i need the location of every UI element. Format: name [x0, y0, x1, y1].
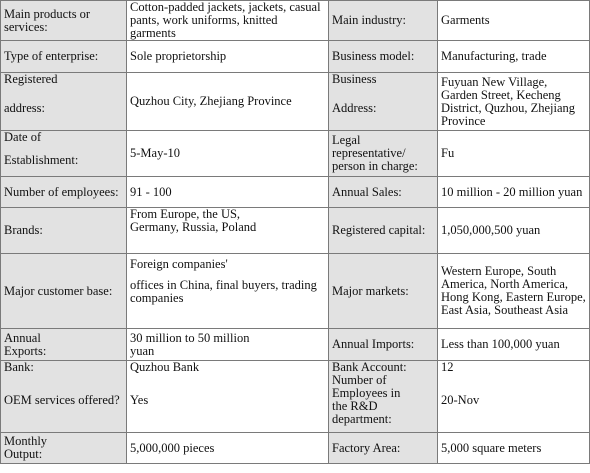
value-major-markets: Western Europe, South America, North America, Hong Kong, Eastern Europe, East Asia, Southeast Asia: [438, 254, 590, 329]
label-enterprise-type: Type of enterprise:: [1, 41, 127, 73]
label-employees: Number of employees:: [1, 177, 127, 208]
label-main-industry: Main industry:: [329, 1, 438, 41]
value-customer-base: [127, 254, 329, 329]
label-monthly-output: Monthly Output:: [1, 433, 127, 464]
value-bank-account: 12: [441, 360, 454, 374]
value-registered-address: Quzhou City, Zhejiang Province: [127, 73, 329, 131]
value-monthly-output: 5,000,000 pieces: [127, 433, 329, 464]
label-business-address-line1: Business: [332, 72, 377, 86]
label-annual-imports: Annual Imports:: [329, 329, 438, 361]
value-bank-oem: [127, 361, 329, 433]
value-factory-area: 5,000 square meters: [438, 433, 590, 464]
value-business-model: Manufacturing, trade: [438, 41, 590, 73]
value-annual-imports: Less than 100,000 yuan: [438, 329, 590, 361]
label-bank-oem: [1, 361, 127, 433]
label-rd-employees: Number of Employees in the R&D department:: [332, 373, 401, 426]
value-bank-account-rd: [438, 361, 590, 433]
label-bank: Bank:: [4, 360, 34, 374]
label-annual-exports: Annual Exports:: [1, 329, 127, 361]
table-row: [1, 41, 590, 73]
label-date-established: [1, 131, 127, 177]
label-business-model: Business model:: [329, 41, 438, 73]
table-row: [1, 131, 590, 177]
value-oem-services: Yes: [130, 393, 149, 407]
label-factory-area: Factory Area:: [329, 433, 438, 464]
table-row: [1, 433, 590, 464]
value-bank: Quzhou Bank: [130, 360, 200, 374]
label-bank-account-rd: [329, 361, 438, 433]
label-bank-account: Bank Account:: [332, 360, 407, 374]
value-enterprise-type: Sole proprietorship: [127, 41, 329, 73]
label-business-address: [329, 73, 438, 131]
value-customer-base-line1: Foreign companies': [130, 257, 228, 271]
value-rd-employees: 20-Nov: [441, 393, 480, 407]
label-annual-sales: Annual Sales:: [329, 177, 438, 208]
label-date-established-line2: Establishment:: [4, 153, 79, 167]
value-legal-representative: Fu: [438, 131, 590, 177]
label-oem-services: OEM services offered?: [4, 393, 120, 407]
value-customer-base-line2: offices in China, final buyers, trading companies: [130, 278, 317, 305]
table-row: [1, 208, 590, 254]
label-legal-representative: Legal representative/ person in charge:: [329, 131, 438, 177]
label-registered-capital: Registered capital:: [329, 208, 438, 254]
label-major-markets: Major markets:: [329, 254, 438, 329]
value-annual-exports: 30 million to 50 million yuan: [127, 329, 329, 361]
value-annual-sales: 10 million - 20 million yuan: [438, 177, 590, 208]
table-row: [1, 1, 590, 41]
value-brands: From Europe, the US, Germany, Russia, Poland: [127, 208, 329, 254]
value-employees: 91 - 100: [127, 177, 329, 208]
table-row: [1, 73, 590, 131]
value-business-address: Fuyuan New Village, Garden Street, Kecheng District, Quzhou, Zhejiang Province: [438, 73, 590, 131]
label-registered-address-line2: address:: [4, 101, 45, 115]
label-main-products: Main products or services:: [1, 1, 127, 41]
label-registered-address: [1, 73, 127, 131]
label-registered-address-line1: Registered: [4, 72, 58, 86]
value-main-industry: Garments: [438, 1, 590, 41]
table-row: [1, 329, 590, 361]
label-business-address-line2: Address:: [332, 101, 377, 115]
value-main-products: Cotton-padded jackets, jackets, casual pants, work uniforms, knitted garments: [127, 1, 329, 41]
table-row: [1, 177, 590, 208]
value-date-established: 5-May-10: [127, 131, 329, 177]
value-registered-capital: 1,050,000,500 yuan: [438, 208, 590, 254]
label-customer-base: Major customer base:: [1, 254, 127, 329]
label-date-established-line1: Date of: [4, 130, 42, 144]
table-row: [1, 254, 590, 329]
table-row: [1, 361, 590, 433]
label-brands: Brands:: [1, 208, 127, 254]
